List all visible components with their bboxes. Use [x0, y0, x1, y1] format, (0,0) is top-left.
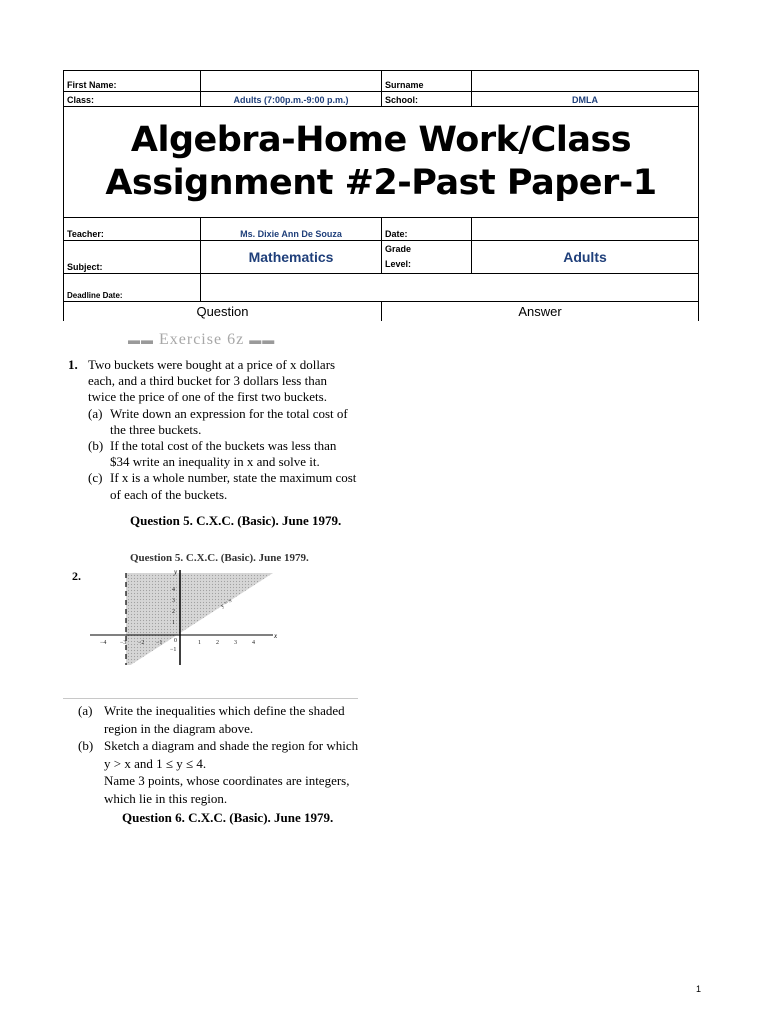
y-tick: 3: [172, 598, 175, 604]
y-axis-label: y: [174, 568, 178, 576]
heading-left-bars: ▬▬: [128, 333, 154, 347]
part-text: If x is a whole number, state the maximum cost of each of the buckets.: [110, 470, 357, 502]
date-label: Date:: [382, 218, 472, 241]
x-tick: 1: [198, 640, 201, 646]
x-axis-label: x: [274, 632, 278, 640]
school-value: DMLA: [472, 92, 699, 107]
x-tick: −4: [100, 640, 107, 646]
date-field[interactable]: [472, 218, 699, 241]
x-tick: 4: [252, 640, 255, 646]
x-tick: 0: [174, 638, 177, 644]
x-tick: −1: [156, 640, 163, 646]
y-tick: 2: [172, 609, 175, 615]
deadline-field[interactable]: [201, 274, 699, 302]
line-label: y = x: [219, 597, 234, 610]
part-text: Write the inequalities which define the shaded region in the diagram above.: [104, 703, 345, 736]
title-line-2: Assignment #2-Past Paper-1: [105, 163, 657, 203]
part-label: (b): [88, 438, 104, 454]
teacher-label: Teacher:: [64, 218, 201, 241]
x-tick: 2: [216, 640, 219, 646]
x-tick: −3: [120, 640, 127, 646]
page-number: 1: [696, 984, 702, 994]
y-tick: −1: [170, 647, 177, 653]
part-label: (a): [78, 703, 93, 718]
subject-value: Mathematics: [201, 241, 382, 274]
question-column-header: Question: [64, 302, 382, 321]
question-2-number: 2.: [72, 569, 81, 583]
surname-label: Surname: [382, 71, 472, 92]
first-name-field[interactable]: [201, 71, 382, 92]
question-2-header-source: Question 5. C.X.C. (Basic). June 1979.: [130, 552, 309, 564]
question-1-intro: Two buckets were bought at a price of x dollars each, and a third bucket for 3 dollars less than twice the price of one of the first two buckets.: [88, 357, 336, 405]
part-text: If the total cost of the buckets was less than $34 write an inequality in x and solve it.: [110, 438, 337, 470]
y-tick: 1: [172, 620, 175, 626]
grade-value: Adults: [472, 241, 699, 274]
part-label: (b): [78, 738, 94, 753]
question-2-part-a: [78, 702, 363, 737]
grade-label-line-1: Grade: [385, 244, 412, 254]
surname-field[interactable]: [472, 71, 699, 92]
part-label: (c): [88, 470, 103, 486]
shaded-region-graph: [88, 565, 288, 665]
question-1-number: 1.: [68, 357, 78, 372]
subject-label: Subject:: [64, 241, 201, 274]
question-1-part-c: [68, 470, 358, 502]
school-label: School:: [382, 92, 472, 107]
x-tick: 3: [234, 640, 237, 646]
section-divider: [63, 698, 358, 699]
question-1-source: Question 5. C.X.C. (Basic). June 1979.: [130, 513, 342, 528]
x-tick-labels: [100, 638, 255, 646]
grade-label-line-2: Level:: [385, 259, 412, 269]
exercise-heading: [128, 331, 275, 349]
exercise-heading-text: Exercise 6z: [159, 331, 245, 348]
x-tick: −2: [138, 640, 145, 646]
title-line-1: Algebra-Home Work/Class: [130, 120, 632, 160]
question-1-part-b: [68, 438, 358, 470]
heading-right-bars: ▬▬: [249, 333, 276, 347]
header-table: [63, 70, 699, 321]
part-text: Sketch a diagram and shade the region for which y > x and 1 ≤ y ≤ 4.: [104, 738, 359, 771]
class-value: Adults (7:00p.m.-9:00 p.m.): [201, 92, 382, 107]
first-name-label: First Name:: [64, 71, 201, 92]
question-2-part-b: [78, 737, 363, 772]
question-2-source: Question 6. C.X.C. (Basic). June 1979.: [122, 810, 334, 825]
question-1-part-a: [68, 406, 358, 438]
question-2: [78, 702, 363, 807]
answer-column-header: Answer: [382, 302, 699, 321]
question-1: [68, 357, 358, 503]
assignment-title: [64, 107, 699, 218]
shaded-region: [126, 573, 273, 665]
part-b-continuation: Name 3 points, whose coordinates are integers, which lie in this region.: [104, 773, 350, 806]
grade-level-label: [382, 241, 472, 274]
y-tick: 4: [172, 587, 175, 593]
deadline-label: Deadline Date:: [64, 274, 201, 302]
part-label: (a): [88, 405, 103, 421]
teacher-value: Ms. Dixie Ann De Souza: [201, 218, 382, 241]
part-text: Write down an expression for the total cost of the three buckets.: [110, 405, 348, 437]
class-label: Class:: [64, 92, 201, 107]
